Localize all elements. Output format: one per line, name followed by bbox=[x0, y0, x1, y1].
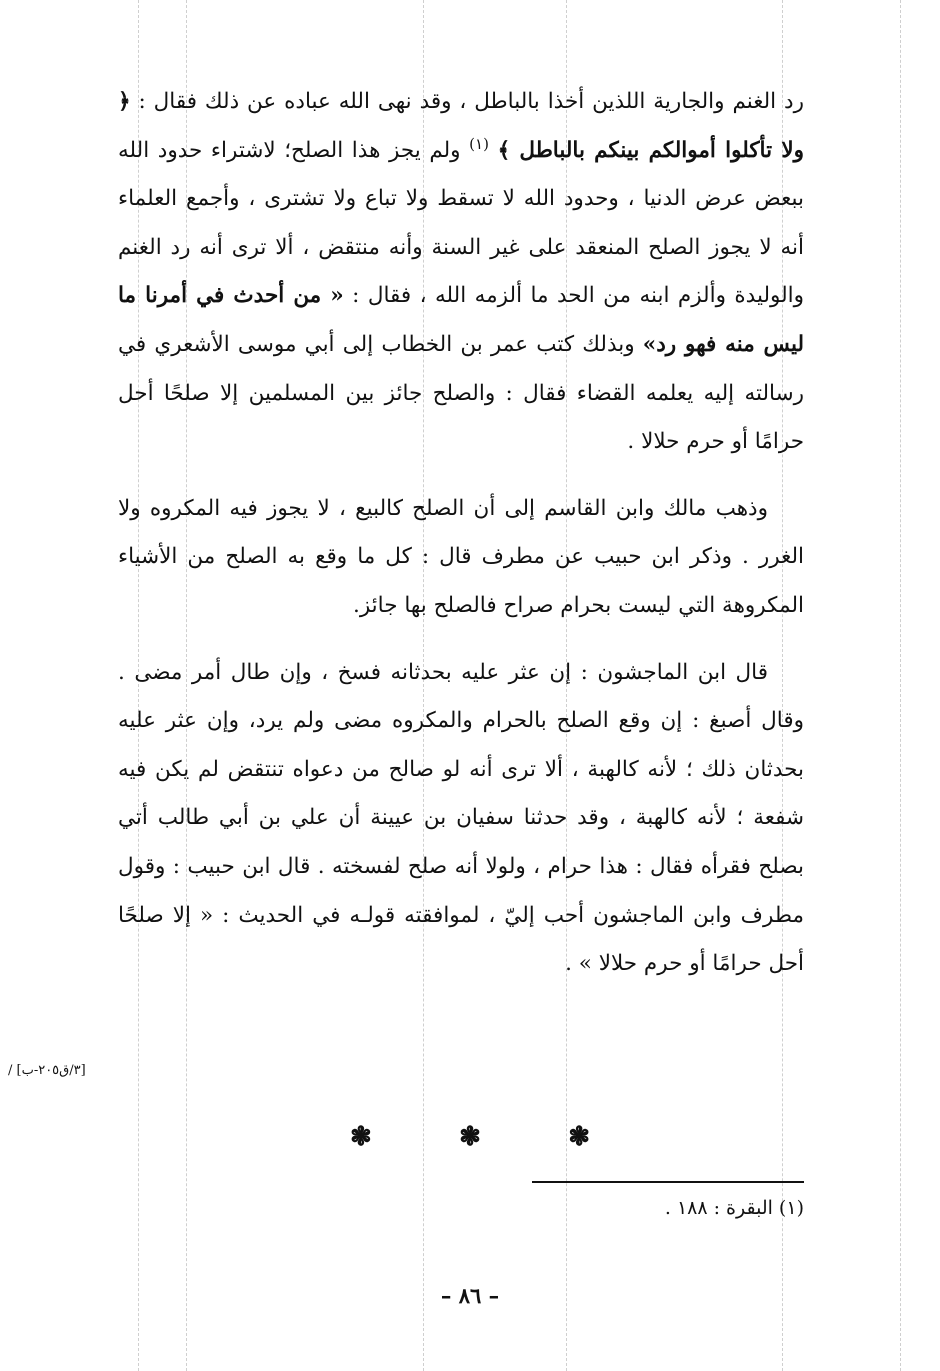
separator-star-icon: ❃ bbox=[350, 1122, 372, 1152]
paragraph-3: قال ابن الماجشون : إن عثر عليه بحدثانه فسخ ، وإن طال أمر مضى . وقال أصبغ : إن وقع الصلح بالحرام والمكروه مضى ولم يرد، وإن عثر عليه بحدثان ذلك ؛ لأنه كالهبة ، ألا ترى أنه لو صالح من دعواه تنتقض لم يكن فيه شفعة ؛ لأنه كالهبة ، وقد حدثنا سفيان بن عيينة أن علي بن أبي طالب أتي بصلح فقرأه فقال : هذا حرام ، ولولا أنه صلح لفسخته . قال ابن حبيب : وقول مطرف وابن الماجشون أحب إليّ ، لموافقته قولـه في الحديث : « إلا صلحًا أحل حرامًا أو حرم حلالا » . bbox=[118, 659, 804, 977]
separator-star-icon: ❃ bbox=[568, 1122, 590, 1152]
section-separator bbox=[350, 1122, 590, 1152]
footnote-reference[interactable]: (١) bbox=[469, 134, 489, 153]
paragraph-1-opening: رد الغنم والجارية اللذين أخذا بالباطل ، وقد نهى الله عباده عن ذلك فقال : bbox=[130, 89, 804, 114]
quran-verse: ﴿ ولا تأكلوا أموالكم بينكم بالباطل ﴾ bbox=[118, 89, 804, 163]
main-text bbox=[118, 78, 804, 989]
footnote: (١) البقرة : ١٨٨ . bbox=[664, 1197, 804, 1219]
footnote-divider bbox=[532, 1181, 804, 1183]
separator-star-icon: ❃ bbox=[459, 1122, 481, 1152]
paragraph-1-middle: ولم يجز هذا الصلح؛ لاشتراء حدود الله ببعض عرض الدنيا ، وحدود الله لا تسقط ولا تباع ولا تشترى ، وأجمع العلماء أنه لا يجوز الصلح المنعقد على غير السنة وأنه منتقض ، ألا ترى أنه رد الغنم والوليدة وألزم ابنه من الحد ما ألزمه الله ، فقال : bbox=[118, 137, 805, 309]
manuscript-folio-note: [٣/ق٢٠٥-ب] / bbox=[8, 1063, 86, 1078]
paragraph-1 bbox=[118, 78, 804, 467]
page-number: – ٨٦ – bbox=[440, 1283, 500, 1308]
scan-guide-line bbox=[900, 0, 901, 1371]
hadith-quote: « من أحدث في أمرنا ما ليس منه فهو رد» bbox=[118, 283, 804, 357]
paragraph-1-closing: وبذلك كتب عمر بن الخطاب إلى أبي موسى الأشعري في رسالته إليه يعلمه القضاء فقال : والصلح جائز بين المسلمين إلا صلحًا أحل حرامًا أو حرم حلالا . bbox=[118, 331, 804, 455]
paragraph-2: وذهب مالك وابن القاسم إلى أن الصلح كالبيع ، لا يجوز فيه المكروه ولا الغرر . وذكر ابن حبيب عن مطرف قال : كل ما وقع به الصلح من الأشياء المكروهة التي ليست بحرام صراح فالصلح بها جائز. bbox=[118, 495, 804, 618]
